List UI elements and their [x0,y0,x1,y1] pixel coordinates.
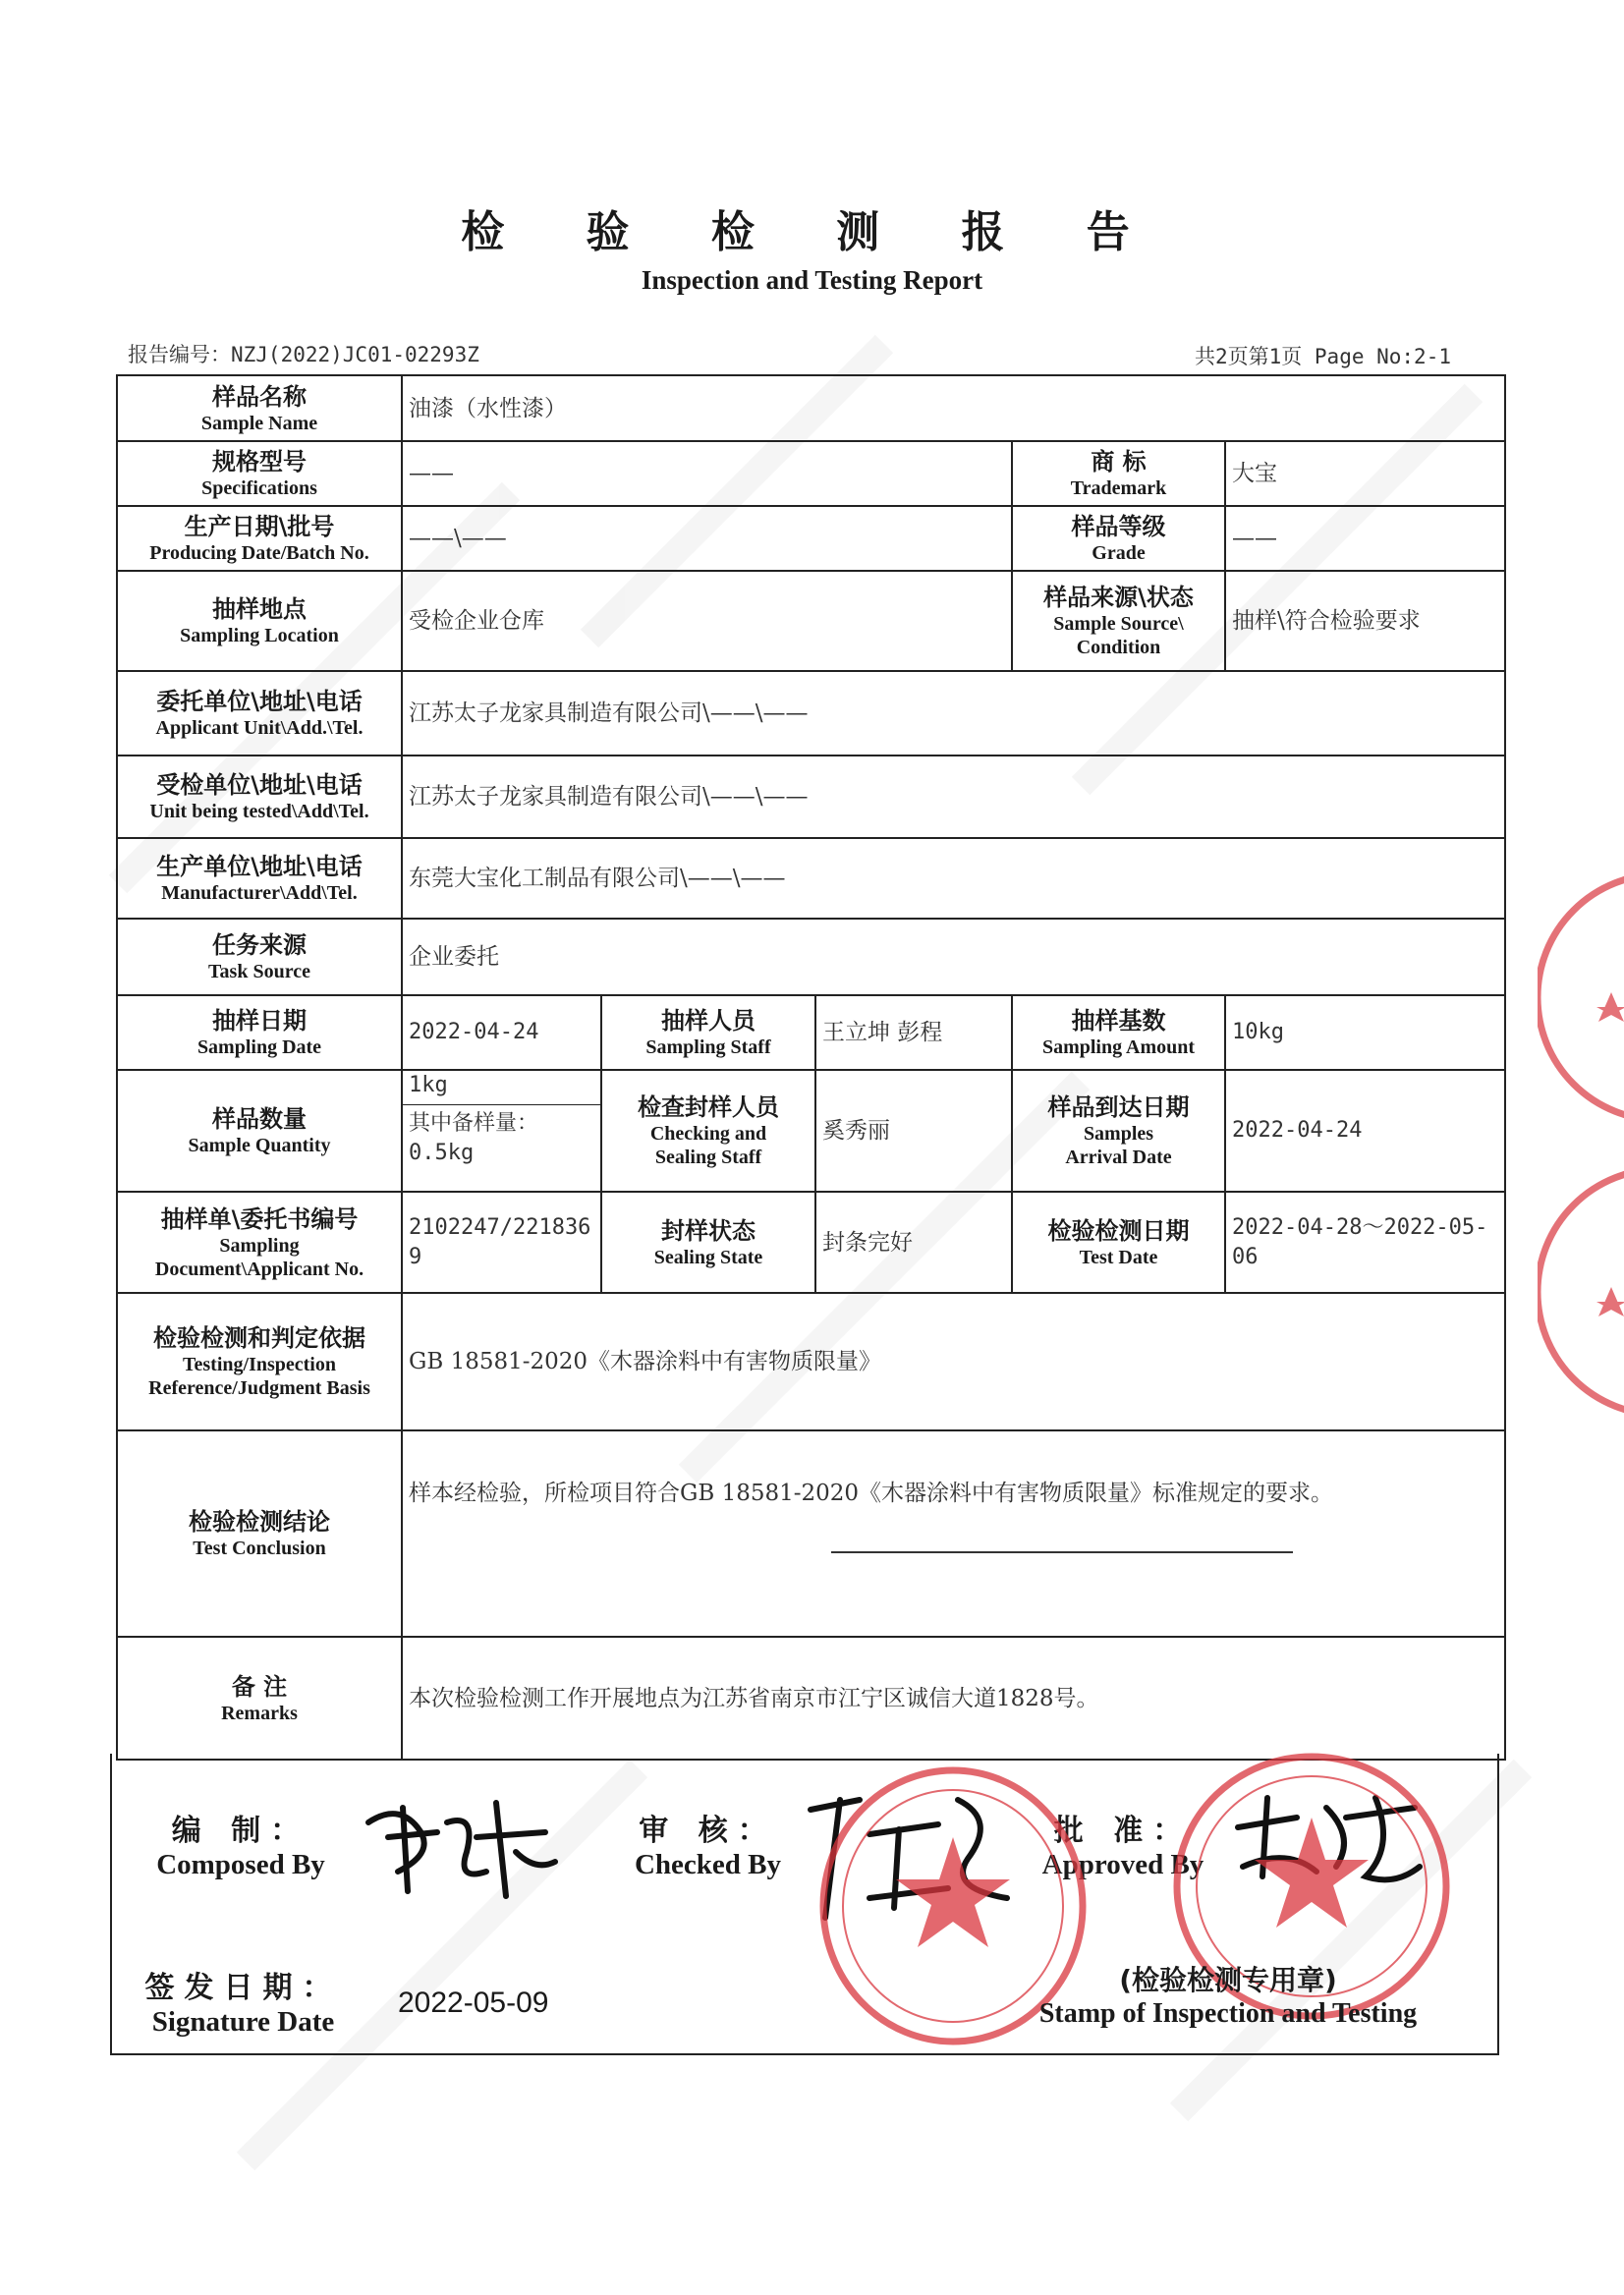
label-manufacturer: 生产单位\地址\电话 Manufacturer\Add\Tel. [117,838,402,919]
label-sampling-date: 抽样日期 Sampling Date [117,995,402,1070]
checked-by-label: 审 核： Checked By [634,1814,782,1880]
label-basis: 检验检测和判定依据 Testing/Inspection Reference/Judgment Basis [117,1293,402,1430]
composer-signature [359,1783,565,1911]
value-sample-quantity [402,1070,601,1192]
value-sampling-location: 受检企业仓库 [402,571,1012,671]
sample-quantity-reserve: 其中备样量：0.5kg [409,1111,539,1165]
value-sample-source: 抽样\符合检验要求 [1225,571,1505,671]
label-sample-source: 样品来源\状态 Sample Source\ Condition [1012,571,1225,671]
label-trademark: 商 标 Trademark [1012,441,1225,506]
signature-date-value: 2022-05-09 [398,1987,549,2019]
label-sample-quantity: 样品数量 Sample Quantity [117,1070,402,1192]
composed-by-label: 编 制： Composed By [156,1814,325,1880]
row-remarks [117,1637,1505,1760]
value-arrival-date: 2022-04-24 [1225,1070,1505,1192]
label-sample-name: 样品名称 Sample Name [117,375,402,441]
row-sampling-doc [117,1192,1505,1293]
value-sealing-state: 封条完好 [815,1192,1012,1293]
row-conclusion [117,1430,1505,1637]
label-sampling-amount: 抽样基数 Sampling Amount [1012,995,1225,1070]
label-sampling-location: 抽样地点 Sampling Location [117,571,402,671]
signature-date-label: 签发日期： Signature Date [144,1971,342,2038]
value-trademark: 大宝 [1225,441,1505,506]
report-title-cn: 检 验 检 测 报 告 [461,207,1163,257]
conclusion-text: 样本经检验，所检项目符合GB 18581-2020《木器涂料中有害物质限量》标准规定的要求。 [409,1481,1334,1506]
row-basis [117,1293,1505,1430]
stamp-caption: (检验检测专用章) Stamp of Inspection and Testing [1038,1964,1418,2029]
value-grade: —— [1225,506,1505,571]
row-sample-name [117,375,1505,441]
label-checking-staff: 检查封样人员 Checking and Sealing Staff [601,1070,815,1192]
value-sampling-doc: 2102247/2218369 [402,1192,601,1293]
row-producing-date [117,506,1505,571]
value-sampling-date: 2022-04-24 [402,995,601,1070]
label-test-date: 检验检测日期 Test Date [1012,1192,1225,1293]
value-sampling-amount: 10kg [1225,995,1505,1070]
row-manufacturer [117,838,1505,919]
value-task-source: 企业委托 [402,919,1505,995]
label-remarks: 备 注 Remarks [117,1637,402,1760]
report-number: 报告编号：NZJ(2022)JC01-02293Z [128,343,479,366]
label-sampling-doc: 抽样单\委托书编号 Sampling Document\Applicant No. [117,1192,402,1293]
label-arrival-date: 样品到达日期 Samples Arrival Date [1012,1070,1225,1192]
label-grade: 样品等级 Grade [1012,506,1225,571]
label-conclusion: 检验检测结论 Test Conclusion [117,1430,402,1637]
value-remarks: 本次检验检测工作开展地点为江苏省南京市江宁区诚信大道1828号。 [402,1637,1505,1760]
conclusion-end-line [831,1551,1293,1553]
value-unit-tested: 江苏太子龙家具制造有限公司\——\—— [402,756,1505,838]
value-manufacturer: 东莞大宝化工制品有限公司\——\—— [402,838,1505,919]
label-producing-date: 生产日期\批号 Producing Date/Batch No. [117,506,402,571]
label-applicant: 委托单位\地址\电话 Applicant Unit\Add.\Tel. [117,671,402,756]
value-sampling-staff: 王立坤 彭程 [815,995,1012,1070]
value-conclusion [402,1430,1505,1637]
value-specifications: —— [402,441,1012,506]
report-title-en: Inspection and Testing Report [641,265,983,295]
label-specifications: 规格型号 Specifications [117,441,402,506]
row-unit-tested [117,756,1505,838]
value-test-date: 2022-04-28～2022-05-06 [1225,1192,1505,1293]
row-applicant [117,671,1505,756]
label-sealing-state: 封样状态 Sealing State [601,1192,815,1293]
value-basis: GB 18581-2020《木器涂料中有害物质限量》 [402,1293,1505,1430]
value-checking-staff: 奚秀丽 [815,1070,1012,1192]
sample-quantity-main: 1kg [403,1071,600,1105]
value-sample-name: 油漆（水性漆） [402,375,1505,441]
value-producing-date: ——\—— [402,506,1012,571]
report-table [116,374,1506,1761]
value-applicant: 江苏太子龙家具制造有限公司\——\—— [402,671,1505,756]
label-sampling-staff: 抽样人员 Sampling Staff [601,995,815,1070]
label-task-source: 任务来源 Task Source [117,919,402,995]
label-unit-tested: 受检单位\地址\电话 Unit being tested\Add\Tel. [117,756,402,838]
row-sampling-location [117,571,1505,671]
row-specifications [117,441,1505,506]
page-number: 共2页第1页 Page No:2-1 [1194,345,1451,368]
seam-stamp [1538,845,1624,1454]
row-task-source [117,919,1505,995]
row-sample-quantity [117,1070,1505,1192]
row-sampling-date [117,995,1505,1070]
approved-by-label: 批 准： Approved By [1041,1814,1204,1880]
